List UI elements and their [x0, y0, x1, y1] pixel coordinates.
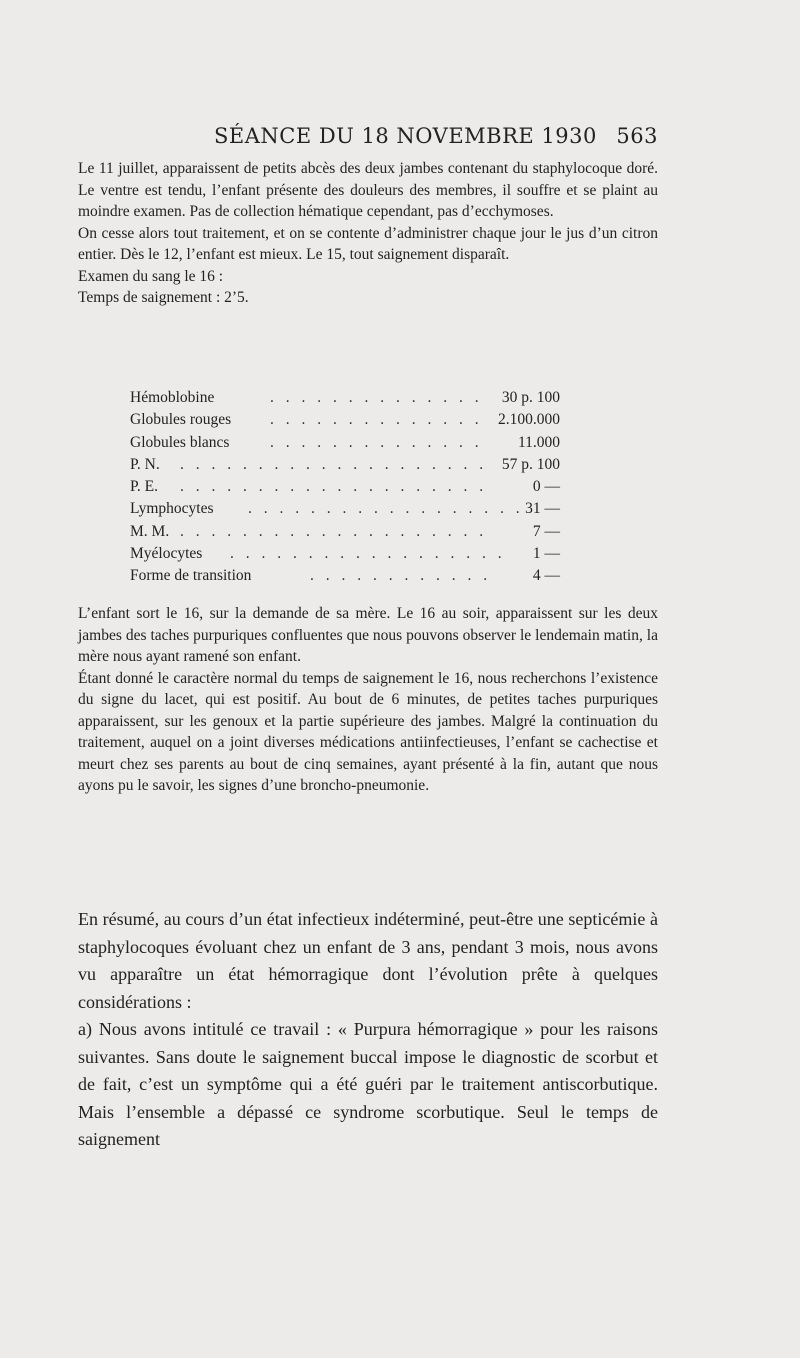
- leader-dots: . . . . . . . . . . . . . . . . . .: [248, 500, 524, 518]
- case-followup-paragraphs: [78, 603, 658, 797]
- row-value: 11.000: [517, 433, 560, 451]
- row-value: 4 —: [532, 567, 560, 585]
- row-label: M. M.: [130, 522, 170, 540]
- case-paragraphs: [78, 158, 658, 309]
- paragraph: On cesse alors tout traitement, et on se contente d’administrer chaque jour le jus d’un citron entier. Dès le 12, l’enfant est mieux. Le 15, tout saignement disparaît.: [78, 224, 658, 263]
- row-value: 2.100.000: [498, 411, 560, 429]
- leader-dots: . . . . . . . . . . . . . .: [270, 433, 483, 451]
- blood-exam-table: [130, 387, 590, 588]
- table-row: [130, 543, 590, 565]
- row-label: Globules rouges: [130, 411, 232, 429]
- row-value: 7 —: [532, 522, 560, 540]
- row-label: Myélocytes: [130, 545, 203, 563]
- table-row: [130, 454, 590, 476]
- paragraph: Le 11 juillet, apparaissent de petits abcès des deux jambes contenant du staphylocoque doré. Le ventre est tendu, l’enfant présente des douleurs des membres, il souffre et se plaint au moindre examen. Pas de collection hématique cependant, pas d’ecchymoses.: [78, 160, 658, 220]
- leader-dots: . . . . . . . . . . . . . .: [270, 389, 483, 406]
- table-row: [130, 432, 590, 454]
- leader-dots: . . . . . . . . . . . .: [310, 567, 492, 585]
- leader-dots: . . . . . . . . . . . . . . . . . . . .: [180, 455, 488, 473]
- table-row: [130, 498, 590, 520]
- row-value: 0 —: [532, 478, 560, 496]
- row-label: Lymphocytes: [130, 500, 214, 518]
- row-value: 30 p. 100: [501, 389, 560, 406]
- paragraph: a) Nous avons intitulé ce travail : « Purpura hémorragique » pour les raisons suivantes. Sans doute le saignement buccal impose le diagnostic de scorbut et de fait, c’est un symptôme qui a été guéri par le traitement antiscorbutique. Mais l’ensemble a dépassé ce syndrome scorbutique. Seul le temps de saignement: [78, 1019, 658, 1149]
- leader-dots: . . . . . . . . . . . . . .: [270, 411, 483, 429]
- row-value: 1 —: [532, 545, 560, 563]
- table-row: [130, 409, 590, 431]
- table-row: [130, 521, 590, 543]
- leader-dots: . . . . . . . . . . . . . . . . . . . .: [180, 478, 488, 496]
- leader-dots: . . . . . . . . . . . . . . . . . .: [230, 545, 506, 563]
- row-label: Hémoblobine: [130, 389, 215, 406]
- row-label: P. N.: [130, 455, 160, 473]
- row-label: Globules blancs: [130, 433, 230, 451]
- row-value: 31 —: [525, 500, 560, 518]
- paragraph: Examen du sang le 16 :: [78, 267, 224, 285]
- table-row: [130, 565, 590, 587]
- table-row: [130, 476, 590, 498]
- leader-dots: . . . . . . . . . . . . . . . . . . . .: [180, 522, 488, 540]
- paragraph: En résumé, au cours d’un état infectieux indéterminé, peut-être une septicémie à staphylocoques évoluant chez un enfant de 3 ans, pendant 3 mois, nous avons vu apparaître un état hémorragique dont l’évolution prête à quelques considérations :: [78, 909, 658, 1012]
- header-title: SÉANCE DU 18 NOVEMBRE 1930: [214, 124, 597, 148]
- row-value: 57 p. 100: [501, 455, 560, 473]
- table-row: [130, 387, 590, 409]
- row-label: P. E.: [130, 478, 158, 496]
- row-label: Forme de transition: [130, 567, 252, 585]
- paragraph: Étant donné le caractère normal du temps de saignement le 16, nous recherchons l’existence du signe du lacet, qui est positif. Au bout de 6 minutes, de petites taches purpuriques apparaissent, sur les genoux et la partie supérieure des jambes. Malgré la continuation du traitement, auquel on a joint diverses médications antiinfectieuses, l’enfant se cachectise et meurt chez ses parents au bout de cinq semaines, ayant présenté à la fin, autant que nous ayons pu le savoir, les signes d’une broncho-pneumonie.: [78, 669, 658, 794]
- paragraph: L’enfant sort le 16, sur la demande de sa mère. Le 16 au soir, apparaissent sur les deux jambes des taches purpuriques confluentes que nous pouvons observer le lendemain matin, la mère nous ayant ramené son enfant.: [78, 605, 658, 665]
- summary-paragraphs: [78, 906, 658, 1154]
- page-number: 563: [616, 124, 658, 148]
- paragraph: Temps de saignement : 2’5.: [78, 289, 249, 306]
